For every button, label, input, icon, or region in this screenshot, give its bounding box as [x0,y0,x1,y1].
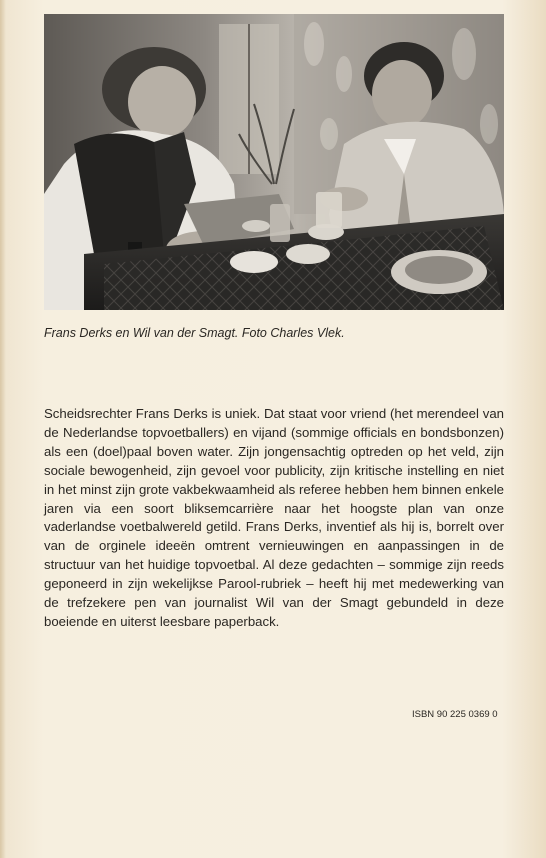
photo-two-men-at-table [44,14,504,310]
cover-edge-shading [0,0,6,858]
cover-photo [44,14,504,310]
photo-caption: Frans Derks en Wil van der Smagt. Foto Charles Vlek. [44,326,345,340]
blurb-paragraph: Scheidsrechter Frans Derks is uniek. Dat staat voor vriend (het merendeel van de Nederlandse topvoetballers) en vijand (sommige officials en bondsbonzen) als een (doel)paal boven water. Zijn jongensachtig optreden op het veld, zijn sociale bewogenheid, zijn gevoel voor publicity, zijn kritische instelling en niet in het minst zijn grote vakbekwaamheid als referee hebben hem binnen enkele jaren via een soort bliksemcarrière naar het hoogste plan van onze vaderlandse voetbalwereld getild. Frans Derks, inventief als hij is, borrelt over van de orginele ideeën omtrent vernieuwingen en aanpassingen in de structuur van het huidige topvoetbal. Al deze gedachten – sommige zijn reeds geponeerd in zijn wekelijkse Parool-rubriek – heeft hij met medewerking van de trefzekere pen van journalist Wil van der Smagt gebundeld in deze boeiende en uiterst leesbare paperback. [44,406,504,629]
isbn-number: ISBN 90 225 0369 0 [412,709,498,720]
